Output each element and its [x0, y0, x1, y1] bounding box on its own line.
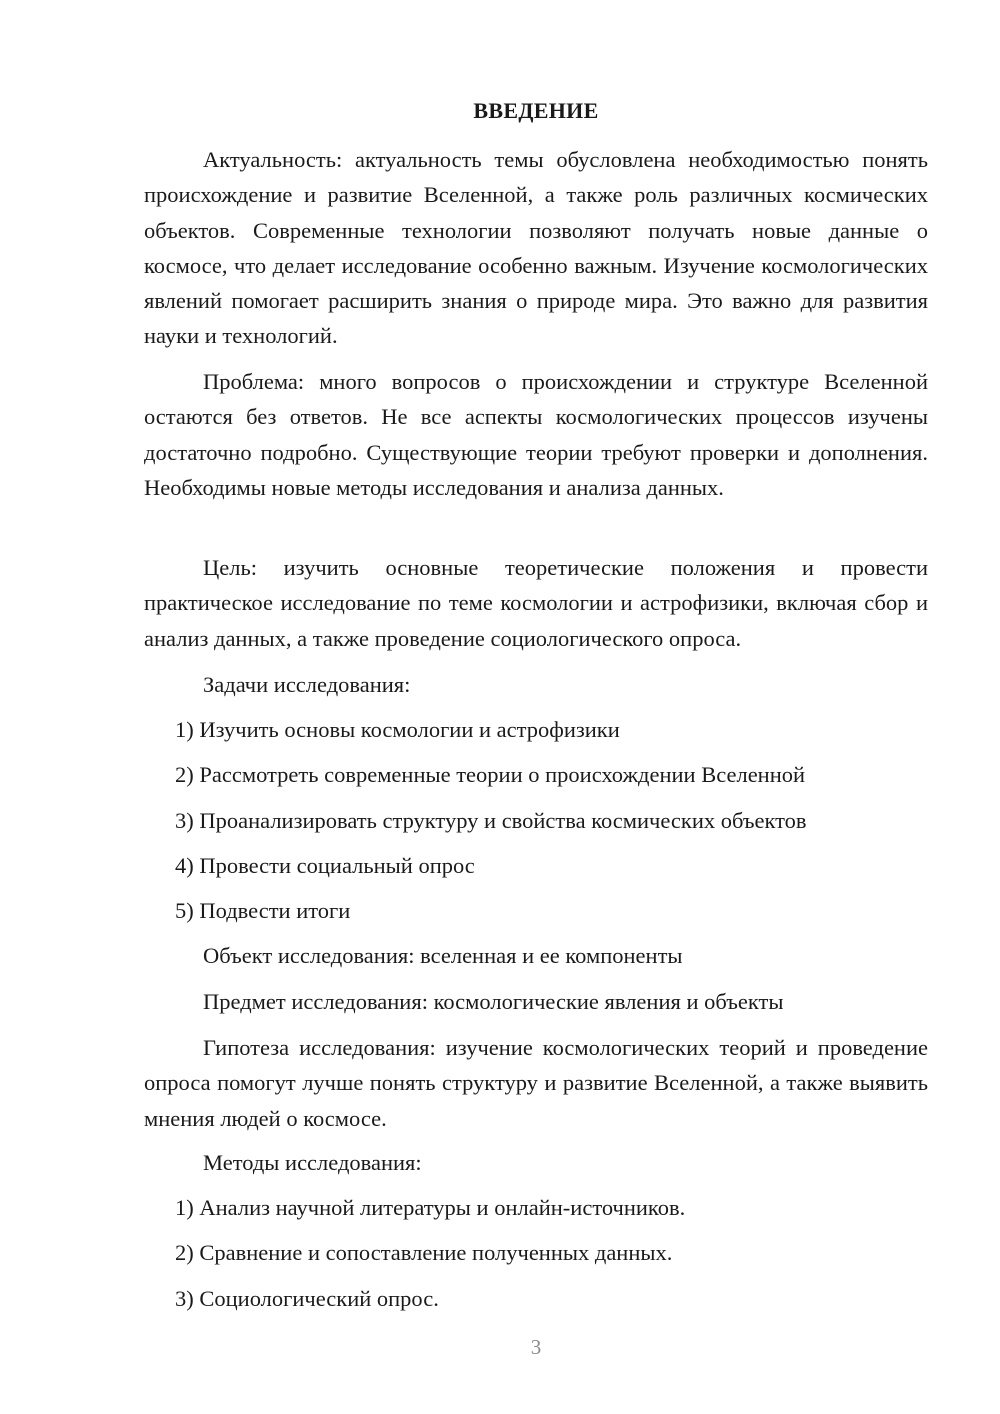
- task-item: 4) Провести социальный опрос: [175, 853, 475, 878]
- task-item: 5) Подвести итоги: [175, 898, 351, 923]
- relevance-paragraph: Актуальность: актуальность темы обусловлена необходимостью понять происхождение и развитие Вселенной, а также роль различных космических объектов. Современные технологии позволяют получать новые данные о космосе, что делает исследование особенно важным. Изучение космологических явлений помогает расширить знания о природе мира. Это важно для развития науки и технологий.: [144, 147, 928, 349]
- task-item: 1) Изучить основы космологии и астрофизики: [175, 717, 620, 742]
- task-item: 3) Проанализировать структуру и свойства космических объектов: [175, 808, 807, 833]
- page-title: ВВЕДЕНИЕ: [473, 98, 599, 123]
- tasks-heading: Задачи исследования:: [203, 672, 411, 697]
- task-item: 2) Рассмотреть современные теории о происхождении Вселенной: [175, 762, 806, 787]
- goal-paragraph: Цель: изучить основные теоретические положения и провести практическое исследование по теме космологии и астрофизики, включая сбор и анализ данных, а также проведение социологического опроса.: [144, 555, 928, 651]
- method-item: 1) Анализ научной литературы и онлайн-источников.: [175, 1195, 686, 1220]
- problem-paragraph: Проблема: много вопросов о происхождении и структуре Вселенной остаются без ответов. Не все аспекты космологических процессов изучены достаточно подробно. Существующие теории требуют проверки и дополнения. Необходимы новые методы исследования и анализа данных.: [144, 369, 928, 500]
- research-object: Объект исследования: вселенная и ее компоненты: [203, 943, 683, 968]
- hypothesis-paragraph: Гипотеза исследования: изучение космологических теорий и проведение опроса помогут лучше понять структуру и развитие Вселенной, а также выявить мнения людей о космосе.: [144, 1035, 928, 1131]
- research-subject: Предмет исследования: космологические явления и объекты: [203, 989, 784, 1014]
- page-number: 3: [530, 1335, 542, 1359]
- method-item: 2) Сравнение и сопоставление полученных данных.: [175, 1240, 673, 1265]
- methods-heading: Методы исследования:: [203, 1150, 422, 1175]
- method-item: 3) Социологический опрос.: [175, 1286, 439, 1311]
